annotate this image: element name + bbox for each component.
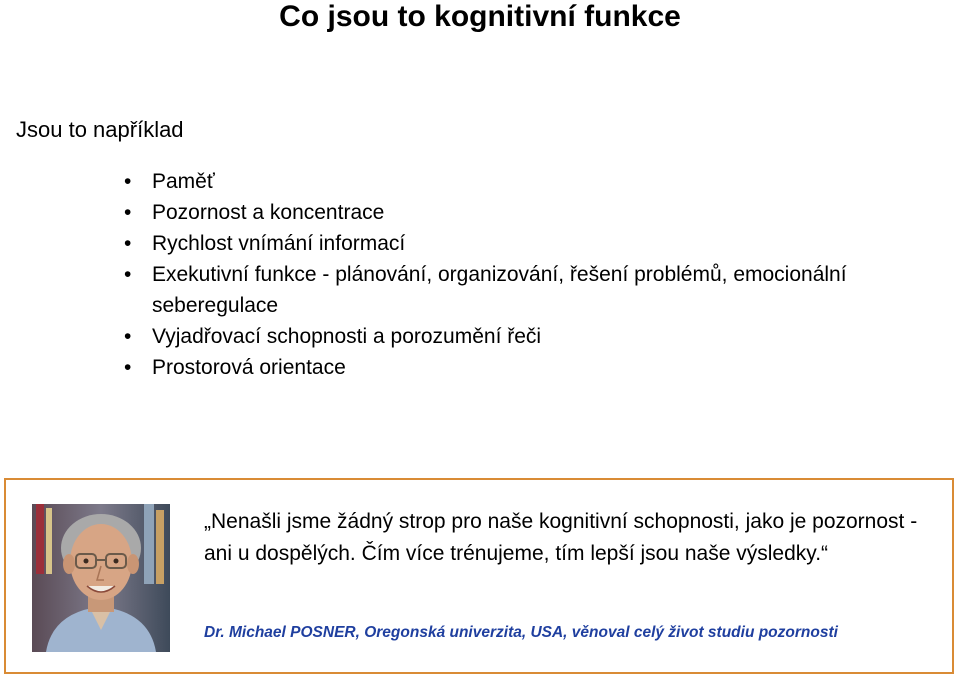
bullet-icon: • — [124, 201, 132, 224]
intro-text: Jsou to například — [16, 117, 184, 142]
list-item — [124, 352, 924, 383]
quote-text: „Nenašli jsme žádný strop pro naše kognitivní schopnosti, jako je pozornost - ani u dospělých. Čím více trénujeme, tím lepší jsou naše výsledky.“ — [204, 510, 918, 565]
bullet-icon: • — [124, 263, 132, 286]
portrait-photo — [32, 504, 170, 652]
list-item — [124, 197, 924, 228]
list-item — [124, 321, 924, 352]
list-item — [124, 259, 924, 321]
bullet-icon: • — [124, 325, 132, 348]
list-item — [124, 228, 924, 259]
slide-title: Co jsou to kognitivní funkce — [279, 0, 681, 33]
list-item-text: Prostorová orientace — [152, 356, 346, 379]
list-item-text: Vyjadřovací schopnosti a porozumění řeči — [152, 325, 542, 348]
list-item-text: Paměť — [152, 170, 215, 193]
bullet-icon: • — [124, 170, 132, 193]
list-item-text: Rychlost vnímání informací — [152, 232, 406, 255]
list-item — [124, 166, 924, 197]
cognitive-functions-list — [124, 166, 924, 383]
bullet-icon: • — [124, 356, 132, 379]
quote-box — [4, 478, 954, 674]
bullet-icon: • — [124, 232, 132, 255]
list-item-text: Pozornost a koncentrace — [152, 201, 385, 224]
quote-attribution: Dr. Michael POSNER, Oregonská univerzita, USA, věnoval celý život studiu pozornosti — [204, 624, 838, 641]
list-item-text: Exekutivní funkce - plánování, organizování, řešení problémů, emocionální seberegulace — [152, 263, 847, 317]
